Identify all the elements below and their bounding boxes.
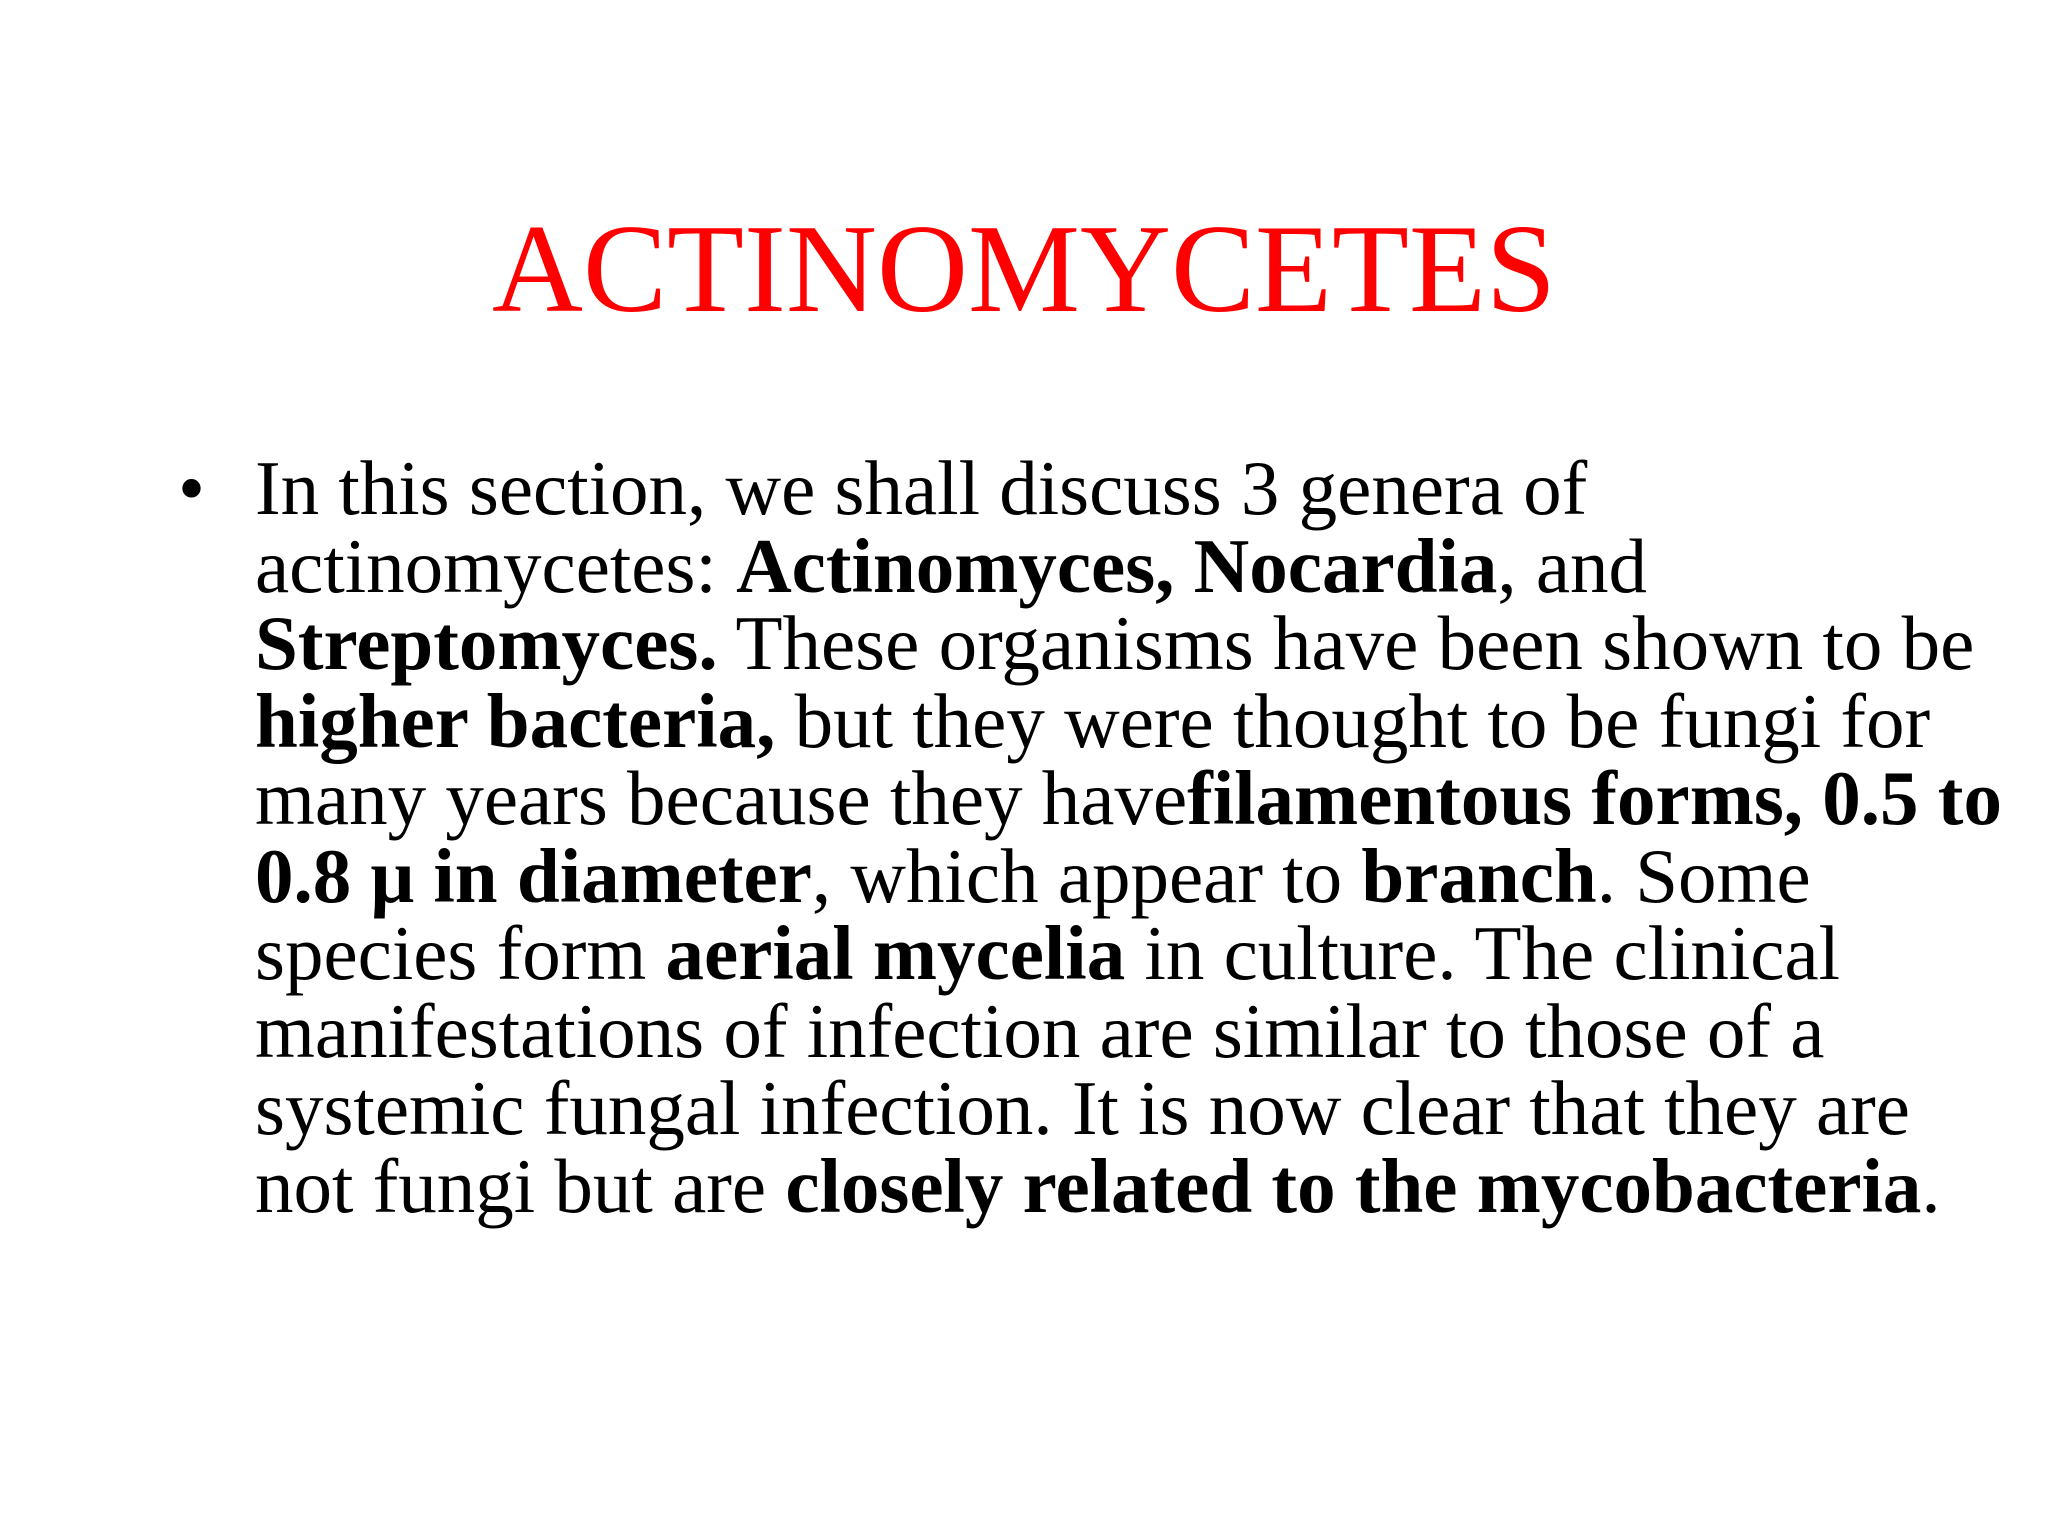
body-segment-4: Streptomyces. xyxy=(255,600,718,686)
slide-title: ACTINOMYCETES xyxy=(492,200,1556,339)
body-text xyxy=(255,445,2002,1229)
bullet-list xyxy=(160,445,2010,1229)
body-segment-2: Actinomyces, Nocardia xyxy=(736,522,1498,609)
body-segment-14: closely related to the mycobacteria xyxy=(785,1142,1922,1229)
body-segment-8: filamentous forms, 0.5 to 0.8 μ in diameter xyxy=(255,755,2002,919)
body-segment-3: , and xyxy=(1497,522,1648,609)
body-segment-9: , which appear to xyxy=(811,832,1362,919)
body-segment-12: aerial mycelia xyxy=(665,910,1126,996)
bullet-icon: • xyxy=(178,445,205,531)
body-segment-6: higher bacteria, xyxy=(255,677,776,764)
body-segment-1: In this section, we shall discuss 3 genera of actinomycetes: xyxy=(255,445,1588,609)
body-segment-15: . xyxy=(1921,1142,1941,1229)
body-segment-10: branch xyxy=(1361,832,1597,919)
bullet-item xyxy=(160,445,2010,1229)
body-segment-5: These organisms have been shown to be xyxy=(717,600,1975,686)
body-segment-11: . Some species form xyxy=(255,832,1811,996)
body-segment-13: in culture. The clinical manifestations of infection are similar to those of a systemic fungal infection. It is now clear that they are not fungi but are xyxy=(255,910,1910,1229)
body-segment-7: but they were thought to be fungi for many years because they have xyxy=(255,677,1931,841)
